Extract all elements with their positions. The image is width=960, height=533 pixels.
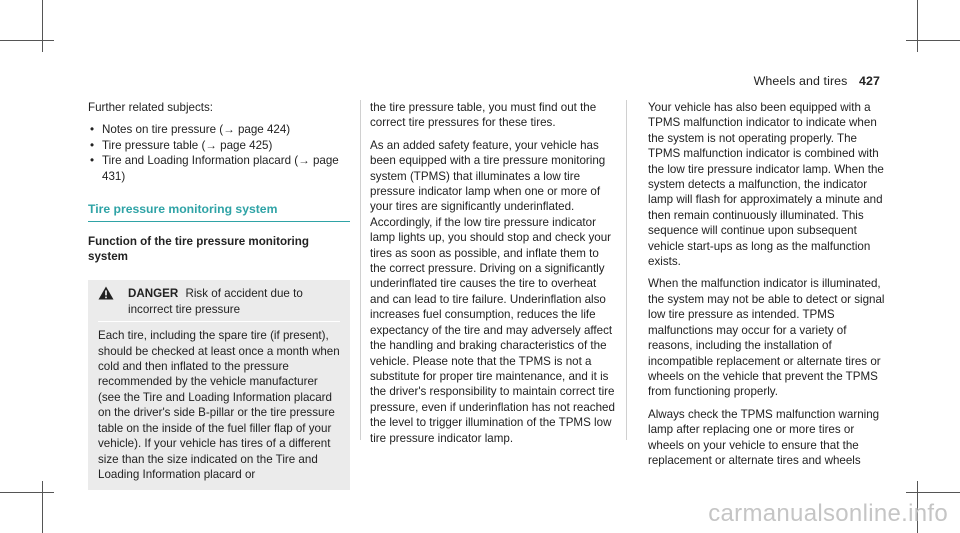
column-divider (360, 100, 361, 440)
column-divider (626, 100, 627, 440)
column-middle (370, 100, 615, 453)
danger-summary: Risk of accident due to incorrect tire pressure (128, 287, 303, 316)
list-item[interactable]: • Tire and Loading Information placard (→ page 431) (88, 153, 350, 184)
page-header (754, 74, 880, 89)
paragraph: Your vehicle has also been equipped with a TPMS malfunction indicator to indicate when the system is not operating properly. The TPMS malfunction indicator is combined with the low tire pressure indicator lamp. When the system detects a malfunction, the indicator lamp will flash for approximately a minute and then remain continuously illuminated. This sequence will continue upon subsequent vehicle start-ups as long as the malfunction exists. (648, 101, 884, 269)
subsection-title: Function of the tire pressure monitoring system (88, 235, 309, 264)
paragraph: When the malfunction indicator is illuminated, the system may not be able to detect or signal low tire pressure as intended. TPMS malfunctions may occur for a variety of reasons, including the installation of incompatible replacement or alternate tires or wheels on the vehicle that prevent the TPMS from functioning properly. (648, 277, 885, 399)
paragraph: the tire pressure table, you must find out the correct tire pressures for these tires. (370, 101, 597, 130)
paragraph: Always check the TPMS malfunction warning lamp after replacing one or more tires or wheels on your vehicle to ensure that the replacement or alternate tires and wheels (648, 407, 880, 467)
list-item[interactable]: • Tire pressure table (→ page 425) (88, 138, 350, 153)
warning-triangle-icon (98, 286, 114, 304)
crop-mark (42, 0, 43, 52)
header-title: Wheels and tires (753, 74, 848, 88)
further-subjects-label: Further related subjects: (88, 101, 214, 114)
paragraph: As an added safety feature, your vehicle has been equipped with a tire pressure monitoring system (TPMS) that illuminates a low tire pressure indicator lamp when one or more of your tires are significantly underinflated. Accordingly, if the low tire pressure indicator lamp lights up, you should stop and check your tires as soon as possible, and inflate them to the correct pressure. Driving on a significantly underinflated tire causes the tire to overheat and can lead to tire failure. Underinflation also increases fuel consumption, reduces the life expectancy of the tire and may adversely affect the handling and braking characteristics of the vehicle. Please note that the TPMS is not a substitute for proper tire maintenance, and it is the driver's responsibility to maintain correct tire pressure, even if underinflation has not reached the level to trigger illumination of the TPMS low tire pressure indicator lamp. (370, 138, 615, 445)
danger-body: Each tire, including the spare tire (if present), should be checked at least once a month when cold and then inflated to the pressure recommended by the vehicle manufacturer (see the Tire and Loading Information placard on the driver's side B-pillar or the tire pressure table on the inside of the fuel filler flap of your vehicle). If your vehicle has tires of a different size than the size indicated on the Tire and Loading Information placard or (98, 321, 340, 482)
list-item[interactable]: • Notes on tire pressure (→ page 424) (88, 122, 350, 137)
page-number: 427 (859, 74, 880, 88)
danger-header (98, 286, 340, 321)
danger-label: DANGER (128, 287, 179, 301)
related-subjects-list (88, 122, 350, 184)
column-right (648, 100, 888, 475)
crop-mark (42, 481, 43, 533)
column-left (88, 100, 350, 490)
crop-mark (0, 492, 54, 493)
section-title: Tire pressure monitoring system (88, 202, 350, 222)
crop-mark (917, 0, 918, 52)
crop-mark (906, 492, 960, 493)
watermark: carmanualsonline.info (708, 499, 948, 527)
crop-mark (906, 40, 960, 41)
danger-box (88, 280, 350, 490)
crop-mark (0, 40, 54, 41)
